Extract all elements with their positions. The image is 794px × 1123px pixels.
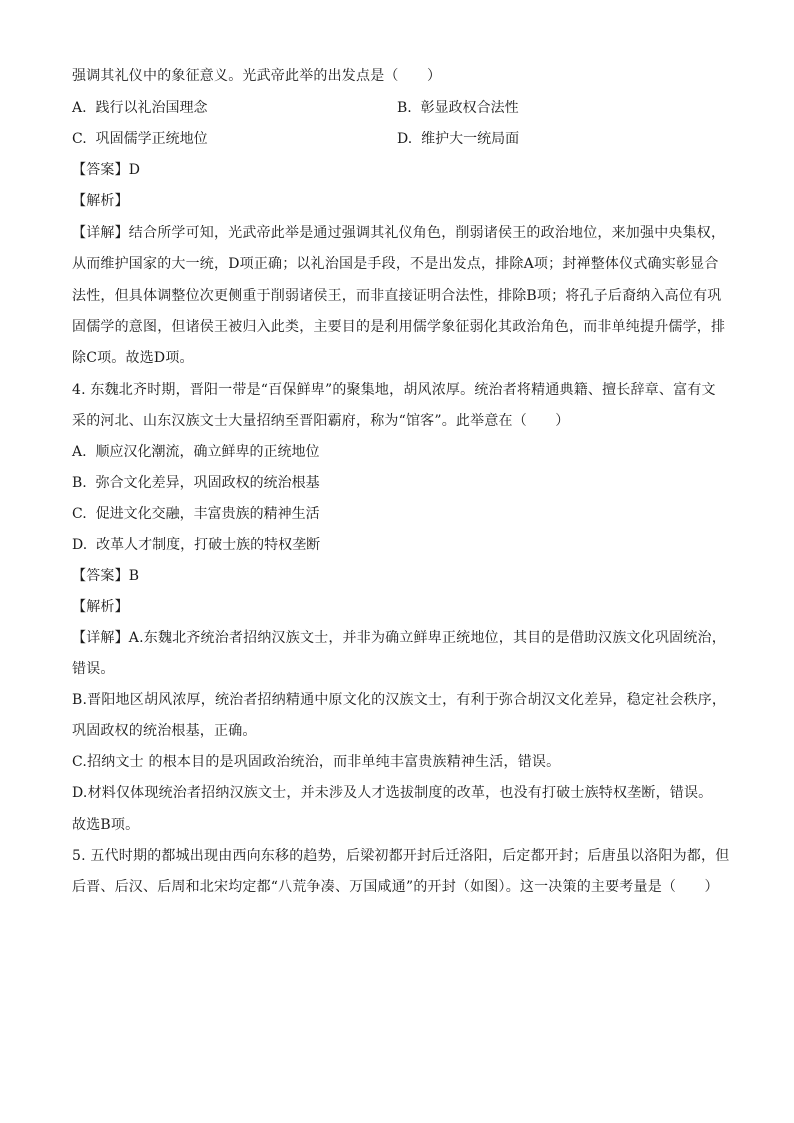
option-text: 顺应汉化潮流，确立鲜卑的正统地位	[95, 444, 320, 460]
option-key: D.	[397, 131, 413, 147]
q4-stem-line: 4. 东魏北齐时期，晋阳一带是“百保鲜卑”的聚集地，胡风浓厚。统治者将精通典籍、擅长辞章、富有文	[72, 382, 716, 398]
q3-detail-line: 【详解】结合所学可知，光武帝此举是通过强调其礼仪角色，削弱诸侯王的政治地位，来加强中央集权，	[72, 225, 726, 241]
option-text: 彰显政权合法性	[420, 100, 519, 116]
q3-detail-line: 固儒学的意图，但诸侯王被归入此类，主要目的是利用儒学象征弱化其政治角色，而非单纯提升儒学，排	[72, 319, 726, 335]
q4-detail-line: 【详解】A.东魏北齐统治者招纳汉族文士，并非为确立鲜卑正统地位，其目的是借助汉族文化巩固统治，	[72, 630, 726, 646]
q3-analysis-label: 【解析】	[72, 193, 129, 209]
option-key: A.	[72, 444, 87, 460]
q4-analysis-label: 【解析】	[72, 599, 129, 615]
q4-option-d	[72, 535, 320, 555]
q3-detail-line: 除C项。故选D项。	[72, 350, 194, 366]
option-text: 维护大一统局面	[421, 131, 520, 147]
option-text: 践行以礼治国理念	[95, 100, 208, 116]
q3-option-a	[72, 98, 207, 118]
option-key: C.	[72, 131, 87, 147]
option-key: B.	[72, 475, 87, 491]
q4-stem-line: 采的河北、山东汉族文士大量招纳至晋阳霸府，称为“馆客”。此举意在（ ）	[72, 413, 570, 429]
option-key: B.	[397, 100, 412, 116]
q4-detail-line: C.招纳文士 的根本目的是巩固政治统治，而非单纯丰富贵族精神生活，错误。	[72, 754, 561, 770]
q4-detail-line: B.晋阳地区胡风浓厚，统治者招纳精通中原文化的汉族文士，有利于弥合胡汉文化差异，稳定社会秩序，	[72, 692, 727, 708]
option-key: A.	[72, 100, 87, 116]
q4-answer: 【答案】B	[72, 568, 140, 584]
option-text: 巩固儒学正统地位	[95, 131, 208, 147]
option-key: C.	[72, 506, 87, 522]
option-text: 改革人才制度，打破士族的特权垄断	[96, 537, 321, 553]
q3-option-d	[397, 129, 519, 149]
q5-stem-line: 后晋、后汉、后周和北宋均定都“八荒争凑、万国咸通”的开封（如图）。这一决策的主要考量是（ ）	[72, 879, 719, 895]
q3-answer: 【答案】D	[72, 162, 141, 178]
q4-detail-line: D.材料仅体现统治者招纳汉族文士，并未涉及人才选拔制度的改革，也没有打破士族特权垄断，错误。	[72, 785, 713, 801]
q4-detail-line: 巩固政权的统治根基，正确。	[72, 723, 257, 739]
option-key: D.	[72, 537, 88, 553]
q4-option-a	[72, 442, 319, 462]
q3-stem-tail: 强调其礼仪中的象征意义。光武帝此举的出发点是（ ）	[72, 68, 442, 84]
q4-option-c	[72, 504, 320, 524]
q3-option-c	[72, 129, 208, 149]
q4-option-b	[72, 473, 320, 493]
q4-detail-line: 故选B项。	[72, 817, 140, 833]
q5-stem-line: 5. 五代时期的都城出现由西向东移的趋势，后梁初都开封后迁洛阳，后定都开封；后唐虽以洛阳为都，但	[72, 848, 730, 864]
q3-option-b	[397, 98, 519, 118]
q3-detail-line: 法性，但具体调整位次更侧重于削弱诸侯王，而非直接证明合法性，排除B项；将孔子后裔纳入高位有巩	[72, 288, 722, 304]
option-text: 促进文化交融，丰富贵族的精神生活	[95, 506, 320, 522]
option-text: 弥合文化差异，巩固政权的统治根基	[95, 475, 320, 491]
q3-detail-line: 从而维护国家的大一统，D项正确；以礼治国是手段，不是出发点，排除A项；封禅整体仪式确实彰显合	[72, 256, 719, 272]
q4-detail-line: 错误。	[72, 661, 115, 677]
